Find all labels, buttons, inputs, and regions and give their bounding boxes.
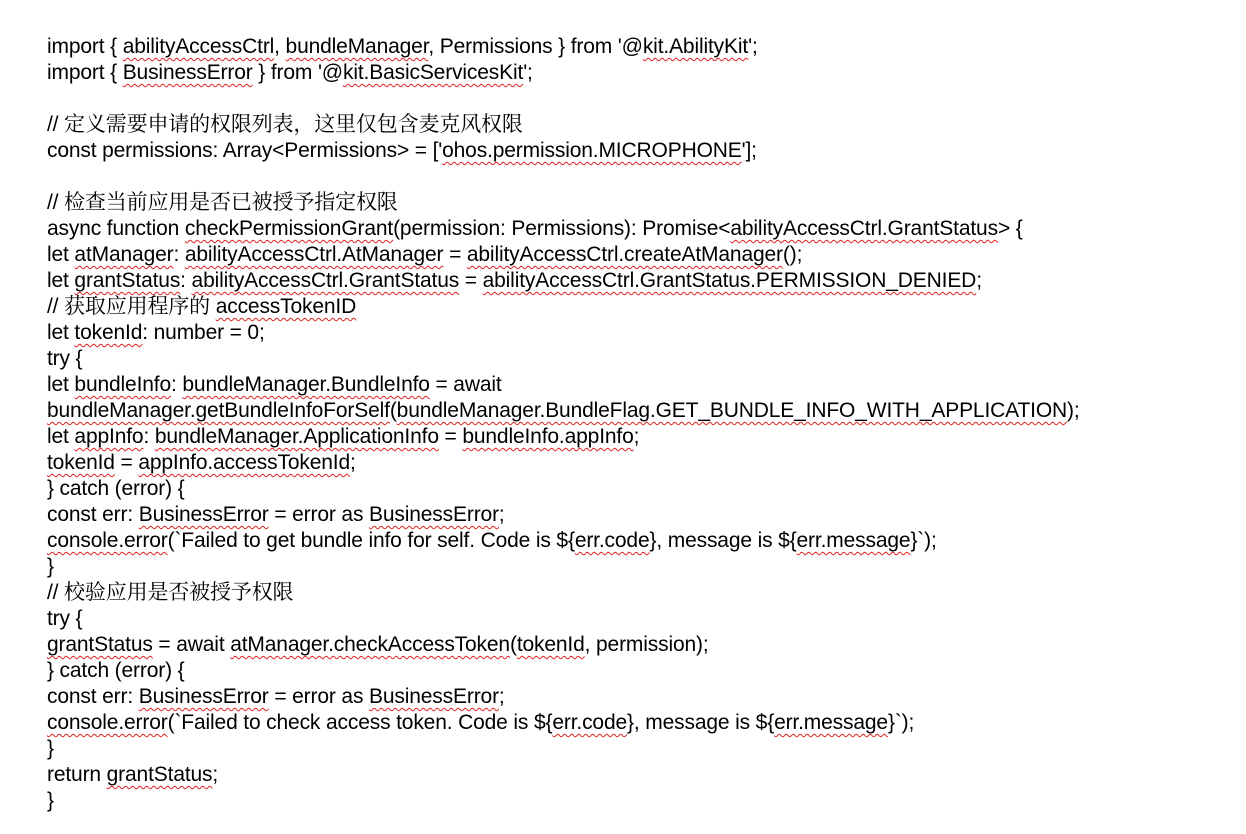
code-line bbox=[47, 138, 1237, 164]
code-line bbox=[47, 294, 1237, 320]
code-text: : bbox=[171, 373, 183, 396]
code-text: async function bbox=[47, 217, 185, 240]
code-text: : bbox=[180, 269, 192, 292]
code-line bbox=[47, 658, 1237, 684]
code-line bbox=[47, 190, 1237, 216]
code-text: } catch (error) { bbox=[47, 659, 185, 682]
code-text: (permission: Permissions): Promise< bbox=[393, 217, 731, 240]
code-text: ; bbox=[212, 763, 219, 786]
spellcheck-flagged-token: BusinessError bbox=[122, 61, 253, 84]
code-text: (`Failed to check access token. Code is ${ bbox=[167, 711, 553, 734]
code-text: ( bbox=[389, 399, 397, 422]
spellcheck-flagged-token: checkPermissionGrant bbox=[184, 217, 394, 240]
code-text: // 获取应用程序的 bbox=[47, 295, 216, 318]
code-text: } bbox=[47, 737, 54, 760]
code-text: import { bbox=[47, 35, 123, 58]
code-text: (); bbox=[782, 243, 803, 266]
code-text: try { bbox=[47, 607, 83, 630]
code-text: let bbox=[47, 373, 75, 396]
code-text: = bbox=[459, 269, 483, 292]
spellcheck-flagged-token: bundleInfo.appInfo bbox=[462, 425, 634, 448]
code-text: : bbox=[143, 425, 155, 448]
code-text: = error as bbox=[268, 503, 369, 526]
spellcheck-flagged-token: tokenId bbox=[516, 633, 585, 656]
code-text: } bbox=[47, 555, 54, 578]
spellcheck-flagged-token: BusinessError bbox=[138, 503, 269, 526]
code-text: try { bbox=[47, 347, 83, 370]
code-text: const err: bbox=[47, 685, 139, 708]
code-text: = bbox=[114, 451, 139, 474]
code-line bbox=[47, 216, 1237, 242]
code-line bbox=[47, 268, 1237, 294]
blank-line bbox=[47, 164, 1237, 190]
code-line bbox=[47, 502, 1237, 528]
spellcheck-flagged-token: kit.BasicServicesKit bbox=[342, 61, 524, 84]
code-line bbox=[47, 450, 1237, 476]
spellcheck-flagged-token: bundleManager bbox=[285, 35, 429, 58]
code-line bbox=[47, 242, 1237, 268]
code-text: const err: bbox=[47, 503, 139, 526]
spellcheck-flagged-token: grantStatus bbox=[47, 633, 153, 656]
code-text: ; bbox=[498, 503, 505, 526]
spellcheck-flagged-token: tokenId bbox=[74, 321, 143, 344]
spellcheck-flagged-token: err.message bbox=[796, 529, 911, 552]
code-line bbox=[47, 424, 1237, 450]
code-text: , bbox=[274, 35, 286, 58]
code-text: }, message is ${ bbox=[649, 529, 797, 552]
code-text: ); bbox=[1067, 399, 1080, 422]
code-line bbox=[47, 528, 1237, 554]
code-line bbox=[47, 762, 1237, 788]
code-line bbox=[47, 112, 1237, 138]
code-text: = bbox=[443, 243, 467, 266]
code-text: , permission); bbox=[584, 633, 709, 656]
code-text: let bbox=[47, 243, 75, 266]
code-text: return bbox=[47, 763, 107, 786]
spellcheck-flagged-token: kit.AbilityKit bbox=[642, 35, 749, 58]
spellcheck-flagged-token: bundleManager.ApplicationInfo bbox=[154, 425, 439, 448]
code-text: // 定义需要申请的权限列表，这里仅包含麦克风权限 bbox=[47, 113, 523, 136]
spellcheck-flagged-token: err.code bbox=[552, 711, 628, 734]
spellcheck-flagged-token: BusinessError bbox=[368, 685, 499, 708]
code-text: : bbox=[173, 243, 185, 266]
spellcheck-flagged-token: console.error bbox=[47, 711, 168, 734]
spellcheck-flagged-token: BusinessError bbox=[368, 503, 499, 526]
spellcheck-flagged-token: abilityAccessCtrl.createAtManager bbox=[466, 243, 783, 266]
code-text: ( bbox=[509, 633, 517, 656]
code-text: // 校验应用是否被授予权限 bbox=[47, 581, 294, 604]
spellcheck-flagged-token: grantStatus bbox=[74, 269, 181, 292]
spellcheck-flagged-token: grantStatus bbox=[106, 763, 213, 786]
code-line bbox=[47, 398, 1237, 424]
code-text: ; bbox=[976, 269, 982, 292]
spellcheck-flagged-token: bundleManager.getBundleInfoForSelf bbox=[47, 399, 390, 422]
code-line bbox=[47, 606, 1237, 632]
code-text: // 检查当前应用是否已被授予指定权限 bbox=[47, 191, 398, 214]
spellcheck-flagged-token: accessTokenID bbox=[215, 295, 357, 318]
code-text: let bbox=[47, 425, 75, 448]
code-text: = await bbox=[152, 633, 231, 656]
code-text: = await bbox=[429, 373, 502, 396]
spellcheck-flagged-token: abilityAccessCtrl.AtManager bbox=[184, 243, 444, 266]
code-text: ; bbox=[633, 425, 640, 448]
spellcheck-flagged-token: ohos.permission.MICROPHONE bbox=[442, 139, 742, 162]
spellcheck-flagged-token: bundleManager.BundleFlag.GET_BUNDLE_INFO_WITH_APPLICATION bbox=[396, 399, 1068, 422]
spellcheck-flagged-token: abilityAccessCtrl.GrantStatus bbox=[191, 269, 460, 292]
spellcheck-flagged-token: abilityAccessCtrl.GrantStatus.PERMISSION_DENIED bbox=[482, 269, 977, 292]
code-text: } bbox=[47, 789, 54, 812]
spellcheck-flagged-token: atManager.checkAccessToken bbox=[230, 633, 510, 656]
spellcheck-flagged-token: appInfo bbox=[74, 425, 144, 448]
code-line bbox=[47, 710, 1237, 736]
code-line bbox=[47, 372, 1237, 398]
code-line bbox=[47, 788, 1237, 814]
code-text: } catch (error) { bbox=[47, 477, 185, 500]
code-line bbox=[47, 476, 1237, 502]
spellcheck-flagged-token: atManager bbox=[74, 243, 174, 266]
spellcheck-flagged-token: abilityAccessCtrl bbox=[122, 35, 275, 58]
code-text: = bbox=[438, 425, 463, 448]
code-text: ; bbox=[350, 451, 356, 474]
code-line bbox=[47, 34, 1237, 60]
code-text: import { bbox=[47, 61, 123, 84]
spellcheck-flagged-token: err.code bbox=[574, 529, 650, 552]
spellcheck-flagged-token: appInfo.accessTokenId bbox=[138, 451, 350, 474]
spellcheck-flagged-token: abilityAccessCtrl.GrantStatus bbox=[730, 217, 998, 240]
code-line bbox=[47, 320, 1237, 346]
code-text: } from '@ bbox=[252, 61, 343, 84]
code-text: '; bbox=[523, 61, 533, 84]
code-line bbox=[47, 684, 1237, 710]
code-text: ; bbox=[498, 685, 505, 708]
code-line bbox=[47, 736, 1237, 762]
code-line bbox=[47, 554, 1237, 580]
spellcheck-flagged-token: bundleInfo bbox=[74, 373, 172, 396]
code-text: '; bbox=[748, 35, 758, 58]
code-text: ']; bbox=[741, 139, 757, 162]
spellcheck-flagged-token: err.message bbox=[774, 711, 888, 734]
code-document bbox=[47, 34, 1237, 814]
code-text: }`); bbox=[887, 711, 915, 734]
blank-line bbox=[47, 86, 1237, 112]
spellcheck-flagged-token: BusinessError bbox=[138, 685, 269, 708]
code-text: > { bbox=[997, 217, 1023, 240]
code-text: const permissions: Array<Permissions> = [' bbox=[47, 139, 443, 162]
code-text: = error as bbox=[268, 685, 369, 708]
code-text: let bbox=[47, 321, 75, 344]
code-text: }, message is ${ bbox=[627, 711, 775, 734]
spellcheck-flagged-token: bundleManager.BundleInfo bbox=[182, 373, 430, 396]
code-line bbox=[47, 632, 1237, 658]
code-text: (`Failed to get bundle info for self. Code is ${ bbox=[167, 529, 575, 552]
code-text: }`); bbox=[910, 529, 937, 552]
code-text: let bbox=[47, 269, 75, 292]
code-text: : number = 0; bbox=[142, 321, 265, 344]
code-text: , Permissions } from '@ bbox=[428, 35, 643, 58]
spellcheck-flagged-token: console.error bbox=[47, 529, 168, 552]
code-line bbox=[47, 346, 1237, 372]
code-line bbox=[47, 60, 1237, 86]
code-line bbox=[47, 580, 1237, 606]
spellcheck-flagged-token: tokenId bbox=[47, 451, 115, 474]
